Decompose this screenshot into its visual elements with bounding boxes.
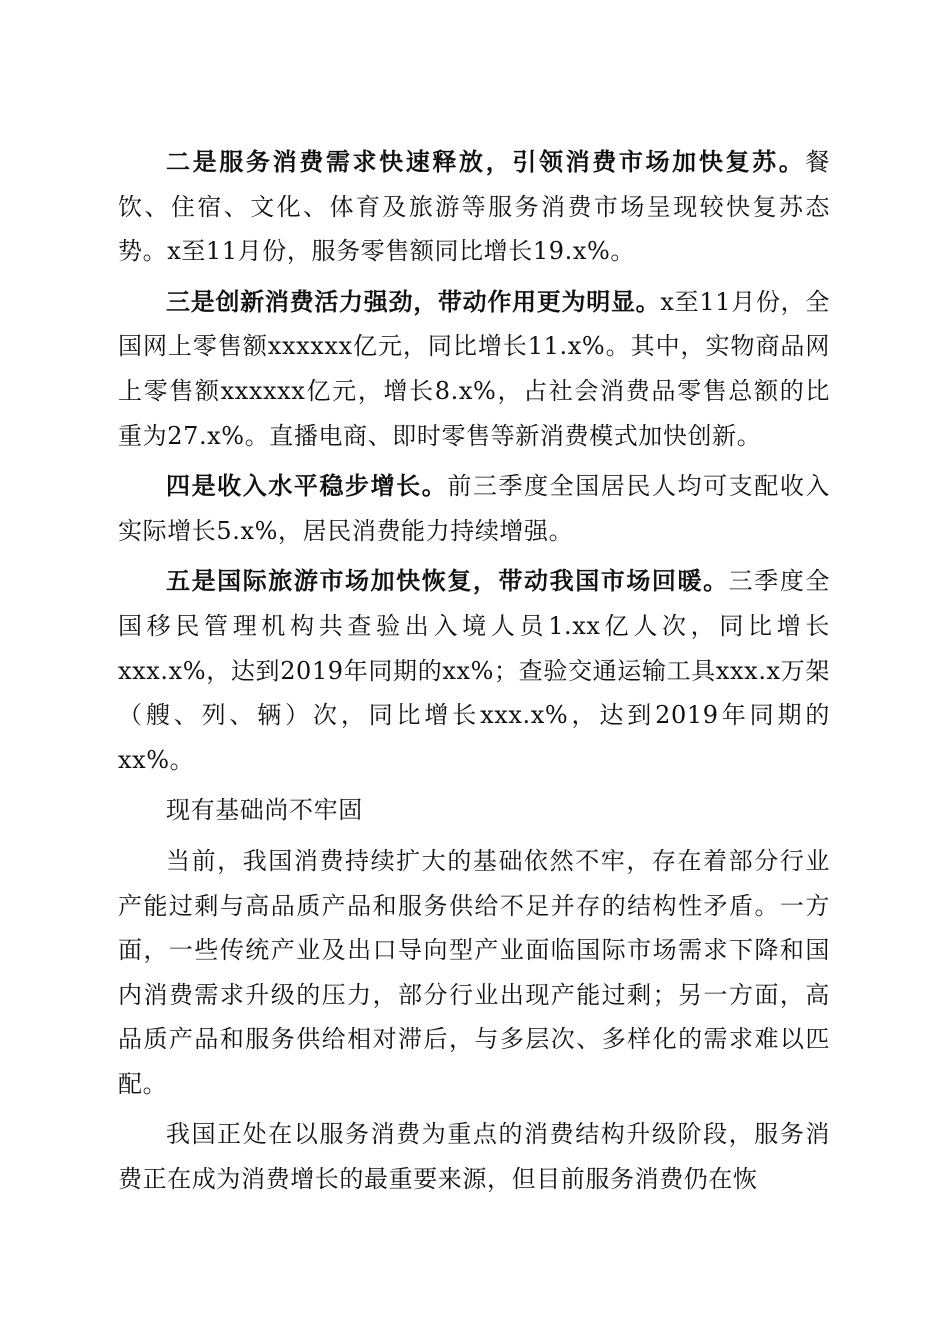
paragraph-lead: 四是收入水平稳步增长。 <box>166 471 448 501</box>
paragraph-body: 前三季度全国居民人均可支配收入实际增长5.x%，居民消费能力持续增强。 <box>118 472 831 545</box>
paragraph-body: 我国正处在以服务消费为重点的消费结构升级阶段，服务消费正在成为消费增长的最重要来源，但目前服务消费仍在恢 <box>118 1120 830 1194</box>
paragraph-international-tourism <box>118 559 830 782</box>
paragraph-lead: 三是创新消费活力强劲，带动作用更为明显。 <box>166 286 661 316</box>
paragraph-body: x至11月份，全国网上零售额xxxxxx亿元，同比增长11.x%。其中，实物商品网上零售额xxxxxx亿元，增长8.x%，占社会消费品零售总额的比重为27.x%。直播电商、即时零售等新消费模式加快创新。 <box>118 287 831 450</box>
paragraph-lead: 二是服务消费需求快速释放，引领消费市场加快复苏。 <box>166 147 806 176</box>
paragraph-service-consumption <box>118 140 830 274</box>
document-page <box>118 140 830 1202</box>
paragraph-body: 三季度全国移民管理机构共查验出入境人员1.xx亿人次，同比增长xxx.x%，达到2019年同期的xx%；查验交通运输工具xxx.x万架（艘、列、辆）次，同比增长xxx.x%，达到2019年同期的xx%。 <box>118 567 830 774</box>
section-heading-text: 现有基础尚不牢固 <box>166 796 363 825</box>
paragraph-lead: 五是国际旅游市场加快恢复，带动我国市场回暖。 <box>166 566 729 596</box>
paragraph-body: 当前，我国消费持续扩大的基础依然不牢，存在着部分行业产能过剩与高品质产品和服务供给不足并存的结构性矛盾。一方面，一些传统产业及出口导向型产业面临国际市场需求下降和国内消费需求升级的压力，部分行业出现产能过剩；另一方面，高品质产品和服务供给相对滞后，与多层次、多样化的需求难以匹配。 <box>118 846 830 1098</box>
paragraph-income-growth <box>118 464 830 553</box>
paragraph-foundation <box>118 839 830 1107</box>
paragraph-structure-upgrade <box>118 1112 830 1201</box>
paragraph-body: 餐饮、住宿、文化、体育及旅游等服务消费市场呈现较快复苏态势。x至11月份，服务零售额同比增长19.x%。 <box>118 148 830 266</box>
paragraph-innovative-consumption <box>118 280 830 458</box>
section-heading <box>118 788 830 833</box>
